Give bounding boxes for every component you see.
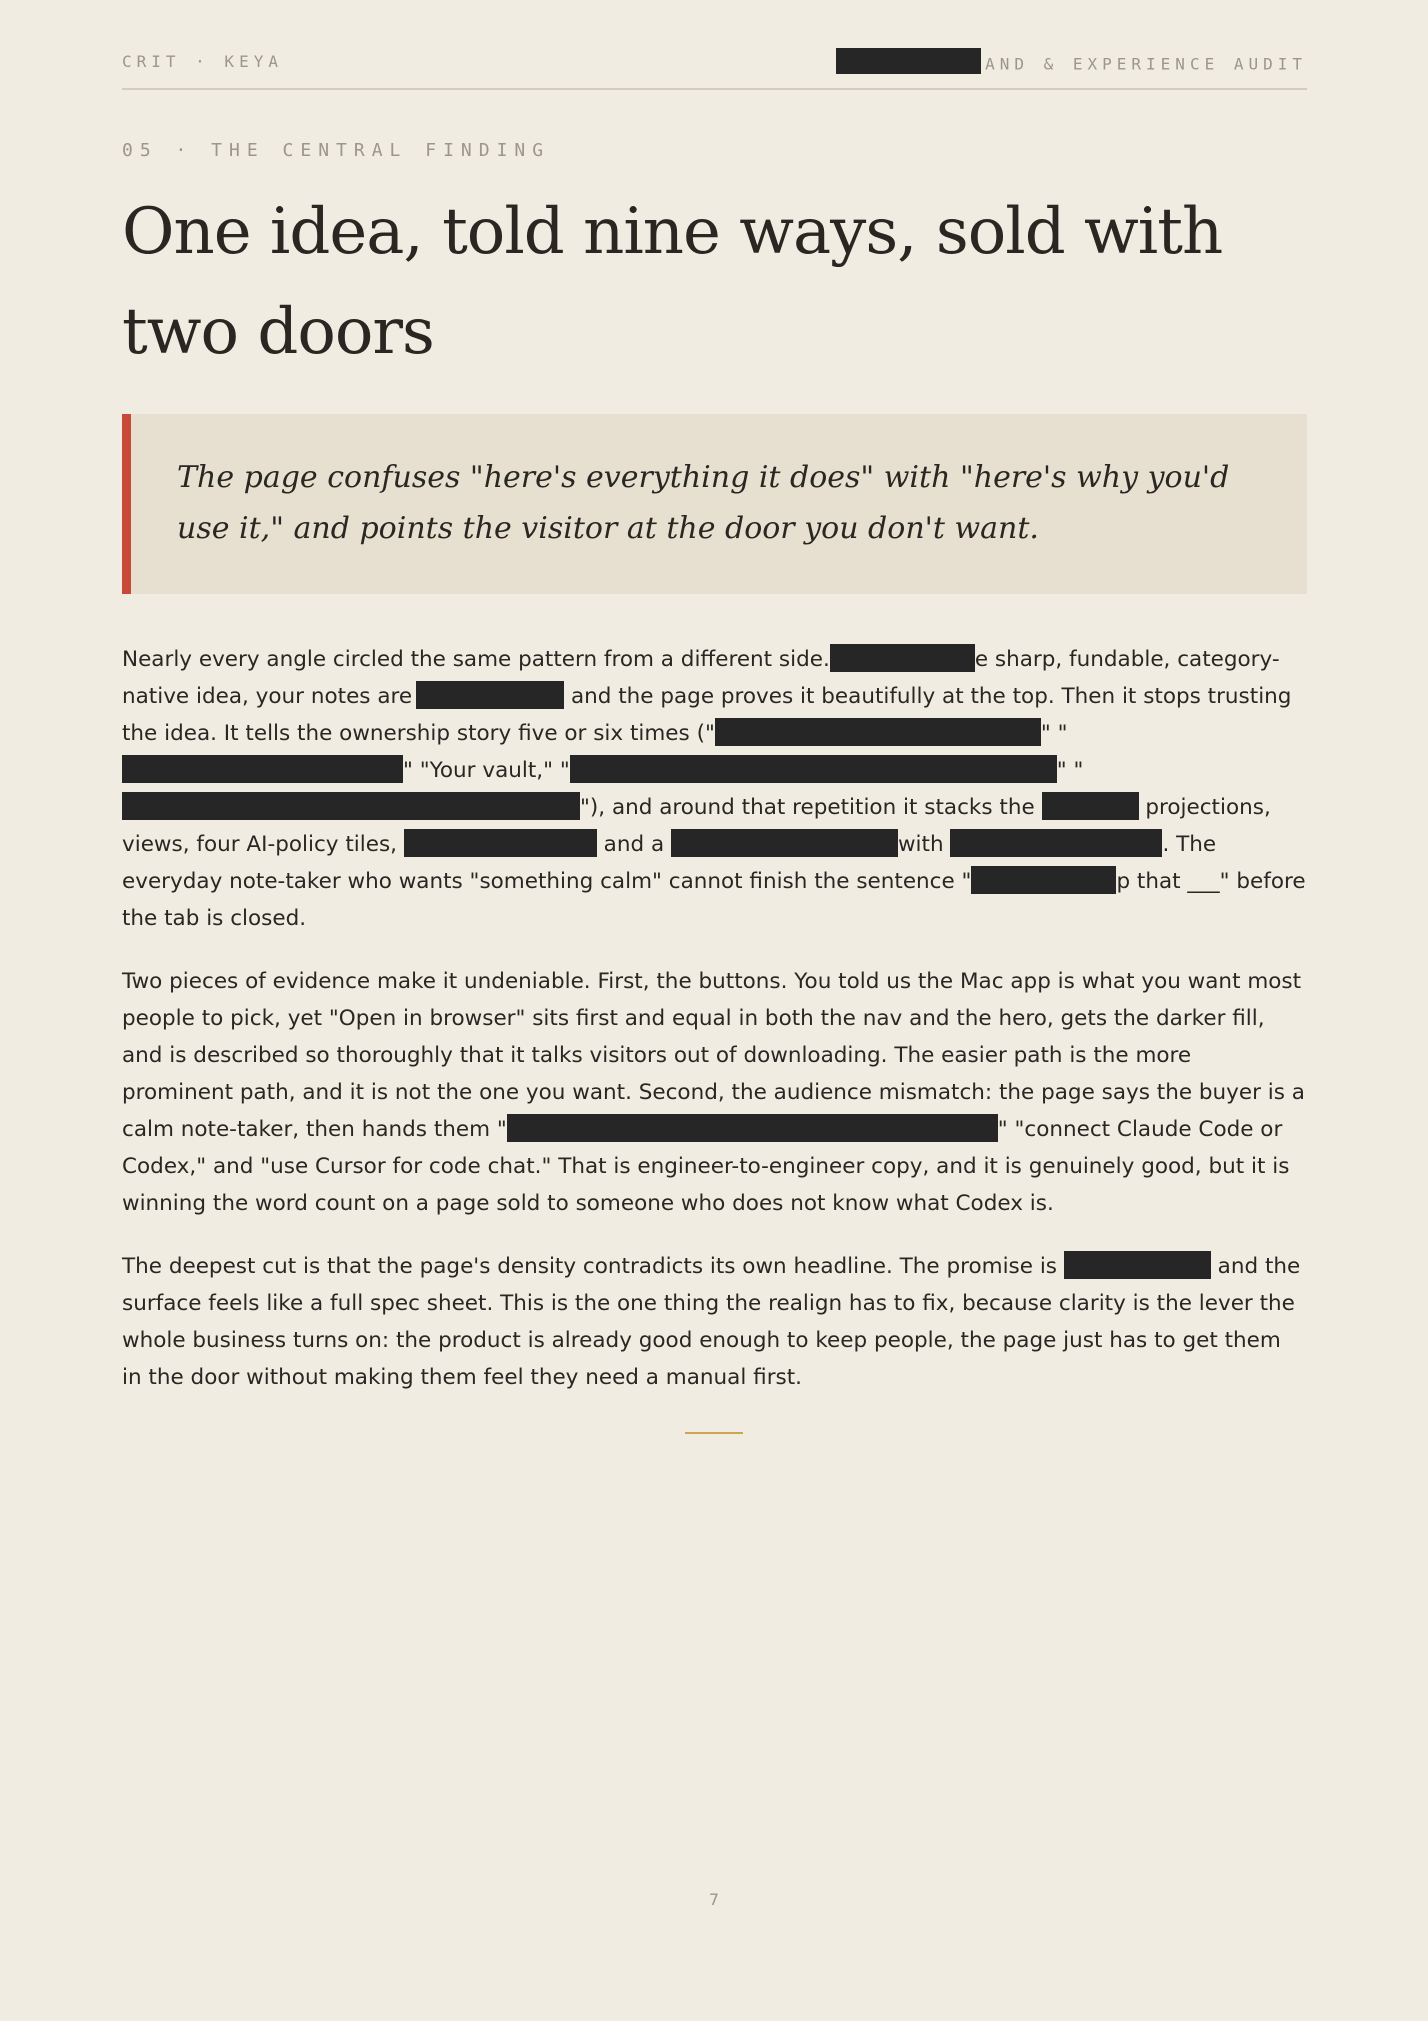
pull-quote — [122, 414, 1307, 594]
text-run: and a — [596, 832, 665, 857]
redaction-bar — [671, 829, 898, 857]
text-run: p that ___" before the tab is closed. — [122, 869, 1306, 931]
redaction-bar — [971, 866, 1116, 894]
page-title: One idea, told nine ways, sold with two doors — [122, 195, 1223, 369]
redaction-bar — [507, 1114, 998, 1142]
text-run: "), and around that repetition it stacks the — [580, 795, 1035, 820]
text-run: " " — [1040, 721, 1068, 746]
redaction-bar — [1042, 792, 1139, 820]
text-run: e sharp, fundable, category-native idea, your notes are — [122, 647, 1280, 709]
text-run: The deepest cut is that the page's density contradicts its own headline. The promise is — [122, 1254, 1057, 1279]
redaction-bar — [570, 755, 1057, 783]
redaction-bar — [836, 48, 981, 74]
redaction-bar — [122, 755, 403, 783]
paragraph-2 — [122, 963, 1307, 1222]
section-divider — [685, 1432, 743, 1434]
text-run: with — [897, 832, 944, 857]
running-header — [122, 52, 1307, 90]
text-run: " " — [1056, 758, 1084, 783]
text-run: Two pieces of evidence make it undeniable. First, the buttons. You told us the Mac app is what you want most people to pick, yet "Open in browser" sits first and equal in both the nav and the hero, gets the darker fill, and is described so thoroughly that it talks visitors out of downloading. The easier path is the more prominent path, and it is not the one you want. Second, the audience mismatch: the page says the buyer is a calm note-taker, then hands them " — [122, 969, 1305, 1142]
redaction-bar — [1064, 1251, 1211, 1279]
redaction-bar — [404, 829, 597, 857]
text-run: . The everyday note-taker who wants "something calm" cannot finish the sentence " — [122, 832, 1217, 894]
body-text — [122, 641, 1307, 1422]
text-run: and the surface feels like a full spec sheet. This is the one thing the realign has to fix, because clarity is the lever the whole business turns on: the product is already good enough to keep people, the page just has to get them in the door without making them feel they need a manual first. — [122, 1254, 1301, 1390]
paragraph-3 — [122, 1248, 1307, 1396]
redaction-bar — [122, 792, 580, 820]
redaction-bar — [950, 829, 1162, 857]
section-eyebrow: 05 · THE CENTRAL FINDING — [122, 140, 551, 161]
header-doc-title — [836, 52, 1307, 78]
paragraph-1 — [122, 641, 1307, 937]
pull-quote-text: The page confuses "here's everything it does" with "here's why you'd use it," and points the visitor at the door you don't want. — [177, 460, 1230, 546]
header-author: CRIT · KEYA — [122, 52, 283, 71]
text-run: and the page proves it beautifully at the top. Then it stops trusting the idea. It tells the ownership story five or six times (" — [122, 684, 1292, 746]
redaction-bar — [715, 718, 1041, 746]
text-run: " "connect Claude Code or Codex," and "use Cursor for code chat." That is engineer-to-engineer copy, and it is genuinely good, but it is winning the word count on a page sold to someone who does not know what Codex is. — [122, 1117, 1290, 1216]
page-number: 7 — [708, 1890, 720, 1909]
text-run: Nearly every angle circled the same pattern from a different side. — [122, 647, 830, 672]
redaction-bar — [416, 681, 564, 709]
text-run: " "Your vault," " — [403, 758, 570, 783]
redaction-bar — [830, 644, 975, 672]
text-run: projections, views, four AI-policy tiles, — [122, 795, 1271, 857]
header-doc-title-text: AND & EXPERIENCE AUDIT — [985, 54, 1307, 74]
